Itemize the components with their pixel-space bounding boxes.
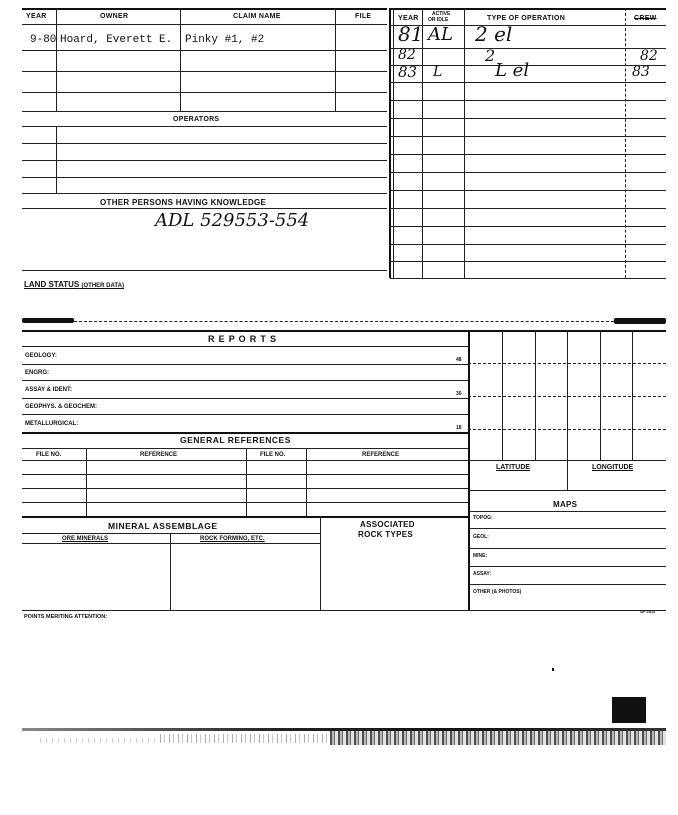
report-geology: GEOLOGY: bbox=[25, 353, 57, 359]
redaction-mark-left bbox=[22, 318, 74, 323]
op-row3-crew: 83 bbox=[632, 64, 650, 80]
genref-header-file1: FILE NO. bbox=[36, 452, 62, 458]
op-row1-type: 2 el bbox=[475, 22, 513, 46]
header-file: FILE bbox=[355, 13, 372, 20]
row1-owner: Hoard, Everett E. bbox=[60, 34, 173, 46]
ore-minerals-header: ORE MINERALS bbox=[62, 536, 109, 542]
report-metallurgical-num: 18 bbox=[456, 425, 462, 431]
header-active-2: OR IDLE bbox=[428, 17, 449, 23]
header-active-1: ACTIVE bbox=[432, 11, 451, 17]
maps-topog: TOPOG: bbox=[473, 515, 493, 521]
longitude-label: LONGITUDE bbox=[592, 464, 634, 471]
reports-title: R E P O R T S bbox=[208, 334, 277, 344]
report-metallurgical: METALLURGICAL: bbox=[25, 421, 79, 427]
genref-header-file2: FILE NO. bbox=[260, 452, 286, 458]
header-op-year: YEAR bbox=[398, 15, 419, 22]
op-row2-type: 2 bbox=[485, 46, 496, 65]
header-type-of-operation: TYPE OF OPERATION bbox=[487, 15, 566, 22]
mineral-assemblage-title: MINERAL ASSEMBLAGE bbox=[108, 521, 218, 531]
row1-claim-name: Pinky #1, #2 bbox=[185, 34, 265, 46]
latitude-label: LATITUDE bbox=[496, 464, 531, 471]
handwritten-adl-number: ADL 529553-554 bbox=[155, 210, 310, 231]
associated-line1: ASSOCIATED bbox=[360, 520, 415, 529]
op-row3-type: L el bbox=[495, 60, 530, 81]
header-crew: CREW bbox=[634, 15, 657, 22]
general-references-title: GENERAL REFERENCES bbox=[180, 435, 291, 445]
maps-title: MAPS bbox=[553, 500, 578, 509]
land-status-title: LAND STATUS bbox=[24, 280, 80, 289]
header-year: YEAR bbox=[26, 13, 47, 20]
op-row2-year: 82 bbox=[398, 47, 416, 63]
form-number: SP 2812 bbox=[640, 609, 656, 614]
report-assay-num: 30 bbox=[456, 391, 462, 397]
report-geology-num: 48 bbox=[456, 357, 462, 363]
op-row3-year: 83 bbox=[398, 63, 418, 81]
report-engrg: ENGRG: bbox=[25, 370, 49, 376]
land-status-subtitle: (OTHER DATA) bbox=[81, 283, 124, 289]
op-row2-crew: 82 bbox=[640, 48, 658, 64]
genref-header-ref1: REFERENCE bbox=[140, 452, 178, 458]
genref-header-ref2: REFERENCE bbox=[362, 452, 400, 458]
maps-mine: MINE: bbox=[473, 553, 488, 559]
report-geophys: GEOPHYS. & GEOCHEM: bbox=[25, 404, 98, 410]
redaction-mark-right bbox=[614, 318, 666, 324]
report-assay: ASSAY & IDENT: bbox=[25, 387, 73, 393]
header-claim-name: CLAIM NAME bbox=[233, 13, 281, 20]
associated-line2: ROCK TYPES bbox=[358, 530, 414, 539]
maps-other: OTHER (& PHOTOS) bbox=[473, 589, 522, 595]
other-persons-title: OTHER PERSONS HAVING KNOWLEDGE bbox=[100, 198, 267, 207]
op-row3-active: L bbox=[433, 64, 443, 80]
header-owner: OWNER bbox=[100, 13, 129, 20]
op-row1-active: AL bbox=[428, 24, 453, 45]
maps-assay: ASSAY: bbox=[473, 571, 492, 577]
operators-title: OPERATORS bbox=[173, 116, 220, 123]
points-meriting-attention: POINTS MERITING ATTENTION: bbox=[24, 614, 108, 620]
maps-geol: GEOL: bbox=[473, 534, 489, 540]
row1-year: 9-80 bbox=[30, 34, 57, 46]
rock-forming-header: ROCK FORMING, ETC. bbox=[200, 536, 265, 542]
op-row1-year: 81 bbox=[398, 22, 424, 46]
